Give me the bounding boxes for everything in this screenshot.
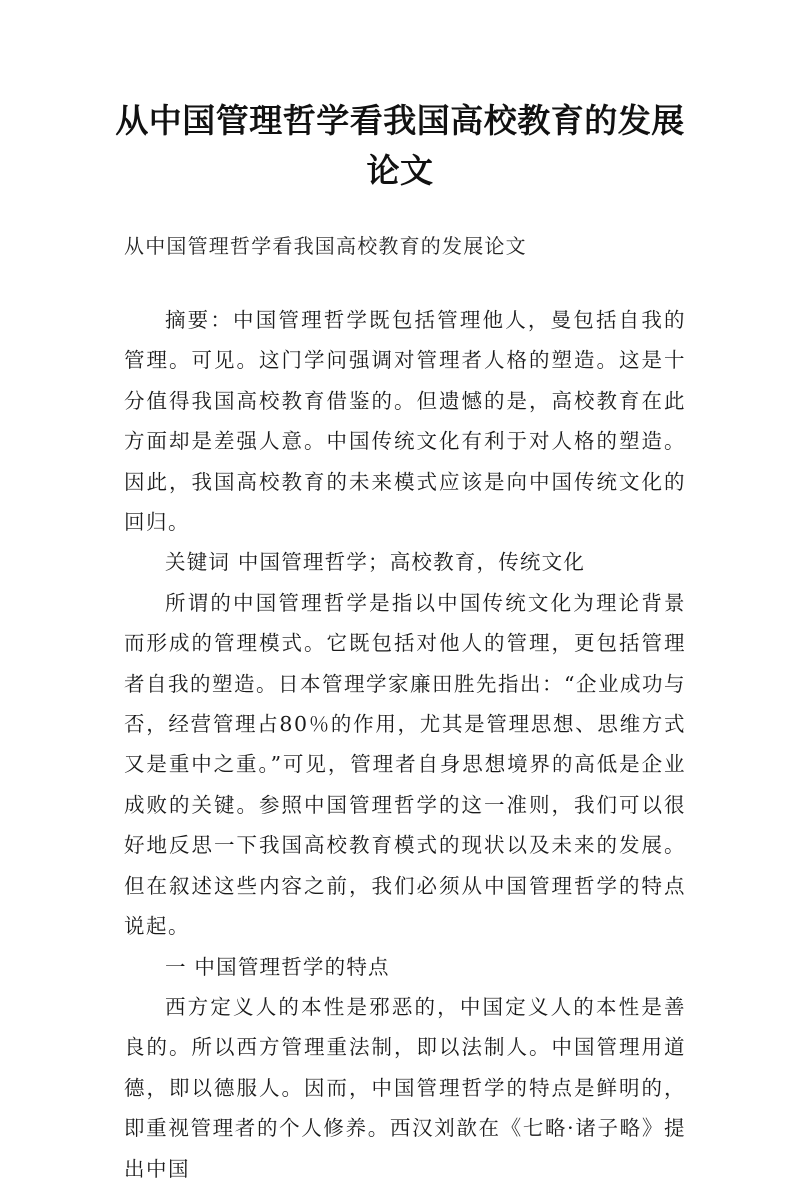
- intro-paragraph: 所谓的中国管理哲学是指以中国传统文化为理论背景而形成的管理模式。它既包括对他人的管理，更包括管理者自我的塑造。日本管理学家廉田胜先指出：“企业成功与否，经营管理占80％的作用，尤其是管理思想、思维方式又是重中之重。”可见，管理者自身思想境界的高低是企业成败的关键。参照中国管理哲学的这一准则，我们可以很好地反思一下我国高校教育模式的现状以及未来的发展。但在叙述这些内容之前，我们必须从中国管理哲学的特点说起。: [124, 590, 686, 939]
- keywords-line: 关键词 中国管理哲学；高校教育，传统文化: [165, 550, 586, 575]
- document-body: [124, 300, 686, 1189]
- document-title: 从中国管理哲学看我国高校教育的发展论文: [115, 101, 685, 190]
- abstract-paragraph: 摘要：中国管理哲学既包括管理他人，曼包括自我的管理。可见。这门学问强调对管理者人格的塑造。这是十分值得我国高校教育借鉴的。但遗憾的是，高校教育在此方面却是差强人意。中国传统文化有利于对人格的塑造。因此，我国高校教育的未来模式应该是向中国传统文化的回归。: [124, 308, 686, 535]
- document-subtitle: 从中国管理哲学看我国高校教育的发展论文: [124, 234, 527, 258]
- section-paragraph: 西方定义人的本性是邪恶的，中国定义人的本性是善良的。所以西方管理重法制，即以法制人。中国管理用道德，即以德服人。因而，中国管理哲学的特点是鲜明的，即重视管理者的个人修养。西汉刘歆在《七略·诸子略》提出中国: [124, 994, 686, 1181]
- section-heading: 一 中国管理哲学的特点: [165, 954, 390, 979]
